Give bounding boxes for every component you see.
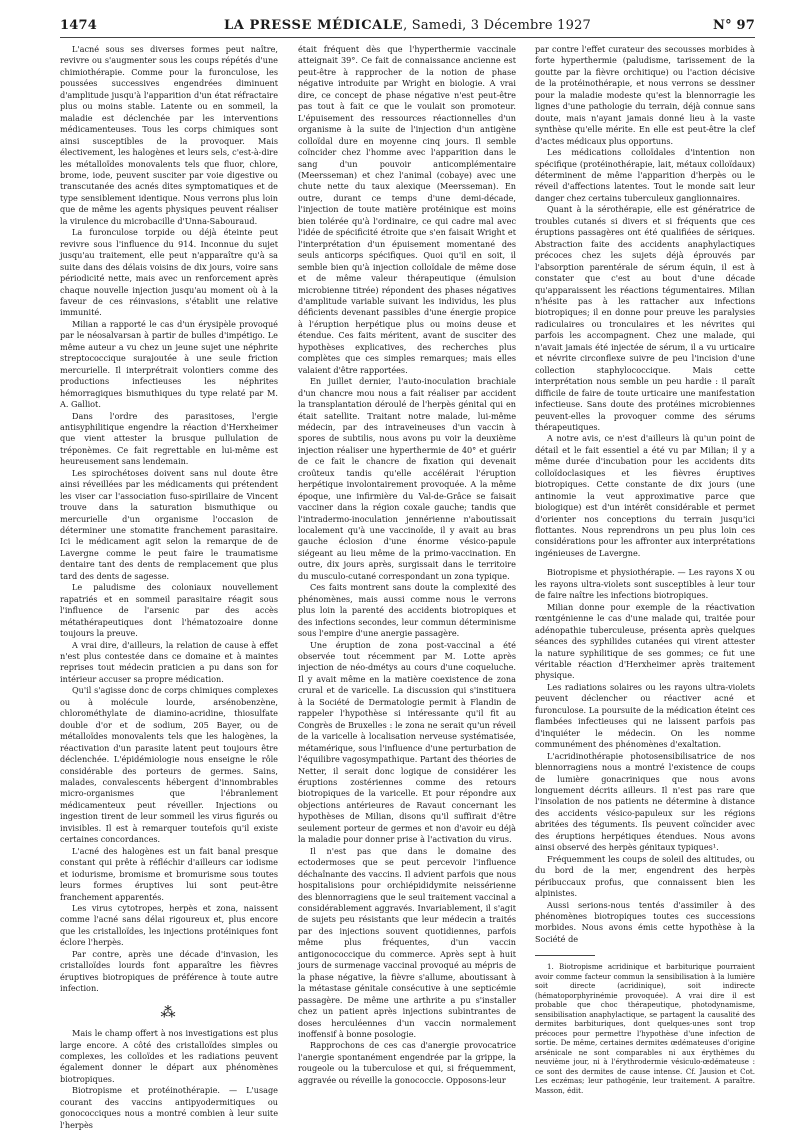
paragraph: La furonculose torpide ou déjà éteinte peut revivre sous l'influence du 914. Inconnue du sujet jusqu'au traitement, elle peut n'apparaître qu'à sa suite dans des délais voisins de dix jours, voire sans périodicité nette, mais avec un renforcement après chaque nouvelle injection jusqu'au moment où à la faveur de ces réinvasions, s'établit une relative immunité. — [60, 227, 278, 318]
journal-title-line — [60, 18, 755, 33]
issue-date: , Samedi, 3 Décembre 1927 — [403, 18, 592, 33]
paragraph: A notre avis, ce n'est d'ailleurs là qu'un point de détail et le fait essentiel a été vu par Milian; il y a même durée d'incubation pour les accidents dits colloïdoclasiques et les fièvres éruptives biotropiques. Cette constante de dix jours (une antinomie la veut approximative parce que biologique) est d'un intérêt considérable et permet d'orienter nos conceptions du terrain jusqu'ici flottantes. Nous reprendrons un peu plus loin ces considérations pour les affronter aux interprétations ingénieuses de Lavergne. — [535, 433, 755, 558]
issue-number: N° 97 — [713, 18, 755, 33]
header-rule — [60, 37, 755, 38]
paragraph: A vrai dire, d'ailleurs, la relation de cause à effet n'est plus contestée dans ce domaine et à maintes reprises tout médecin praticien a pu dans son for intérieur accuser sa propre médication. — [60, 639, 278, 684]
paragraph: Quant à la sérothérapie, elle est génératrice de troubles cutanés si divers et si fréquents que ces éruptions passagères ont été qualifiées de sériques. Abstraction faite des accidents anaphylactiques précoces chez les sujets déjà éprouvés par l'absorption parentérale de sérum équin, il est à constater que c'est au bout d'une décade qu'apparaissent les réactions tégumentaires. Milian n'hésite pas à les rattacher aux infections biotropiques; il en donne pour preuve les paralysies radiculaires ou tronculaires et les névrites qui parfois les accompagnent. Chez une malade, qui n'avait jamais été injectée de sérum, il a vu urticaire et névrite circonflexe suivre de peu l'incision d'une collection staphylococcique. Mais cette interprétation nous semble un peu hardie : il paraît difficile de faire de toute urticaire une manifestation infectieuse. Sans doute des protéines microbiennes peuvent-elles la provoquer comme des sérums thérapeutiques. — [535, 204, 755, 432]
paragraph: par contre l'effet curateur des secousses morbides à forte hyperthermie (paludisme, tarissement de la goutte par la fièvre orchitique) ou l'action décisive de la protéinothérapie, et nous verrons se dessiner pour la maladie modeste qu'est la blennorragie les lignes d'une pathologie du terrain, déjà connue sans doute, mais n'ayant jamais donné lieu à la vaste synthèse qu'elle mérite. En elle est peut-être la clef d'actes médicaux plus opportuns. — [535, 44, 755, 146]
spacer — [535, 559, 755, 567]
paragraph: Qu'il s'agisse donc de corps chimiques complexes ou à molécule lourde, arsénobenzène, chlorométhylate de diamino-acridine, thiosulfate double d'or et de sodium, 205 Bayer, ou de métalloïdes monovalents tels que les halogènes, la réactivation d'un parasite latent peut toujours être déclenchée. L'épidémiologie nous enseigne le rôle considérable des porteurs de germes. Sains, malades, convalescents hébergent d'innombrables micro-organismes que l'ébranlement médicamenteux peut réveiller. Injections ou ingestion tirent de leur sommeil les virus figurés ou invisibles. Il est à remarquer toutefois qu'il existe certaines concordances. — [60, 685, 278, 845]
paragraph: Par contre, après une décade d'invasion, les cristalloïdes lourds font apparaître les fièvres éruptives biotropiques de préférence à toute autre infection. — [60, 948, 278, 994]
page-header — [60, 16, 755, 36]
footnote: 1. Biotropisme acridinique et barbiturique pourraient avoir comme facteur commun la sensibilisation à la lumière soit directe (acridinique), soit indirecte (hématoporphyrinémie provoquée). A vrai dire il est probable que choc thérapeutique, photodynamisme, sensibilisation anaphylactique, se partagent la causalité des dermites barbituriques, dont quelques-unes sont trop précoces pour permettre l'hypothèse d'une infection de sortie. De même, certaines dermites œdémateuses d'origine arsénicale ne sont comparables ni aux érythèmes du neuvième jour, ni à l'érythrodermie vésiculo-œdémateuse : ce sont des dermites de cause intense. Cf. Jausion et Cot. Les eczémas; leur pathogénie, leur traitement. A paraître. Masson, édit. — [535, 962, 755, 1095]
paragraph: Les médications colloïdales d'intention non spécifique (protéinothérapie, lait, métaux colloïdaux) déterminent de même l'apparition d'herpès ou le réveil d'affections latentes. Tout le monde sait leur danger chez certains tuberculeux ganglionnaires. — [535, 147, 755, 203]
paragraph: Les spirochétoses doivent sans nul doute être ainsi réveillées par les médicaments qui prétendent les viser car l'association fuso-spirillaire de Vincent trouve dans la saturation bismuthique ou mercurielle d'un organisme l'occasion de déterminer une stomatite franchement parasitaire. Ici le médicament agit selon la remarque de de Lavergne comme le peut faire le traumatisme dentaire tant des dents de remplacement que plus tard des dents de sagesse. — [60, 467, 278, 581]
paragraph: Rapprochons de ces cas d'anergie provocatrice l'anergie spontanément engendrée par la grippe, la rougeole ou la tuberculose et qui, si fréquemment, aggravée ou réveille la gonococcie. Opposons-leur — [298, 1040, 516, 1085]
section-separator-asterism: ⁂ — [160, 1002, 178, 1021]
paragraph: L'acné sous ses diverses formes peut naître, revivre ou s'augmenter sous les coups répétés d'une chimiothérapie. Comme pour la furonculose, les poussées successives engendrées diminuent d'amplitude jusqu'à l'apparition d'un état réfractaire plus ou moins stable. Latente ou en sommeil, la maladie est déclenchée par les interventions médicamenteuses. Tous les corps chimiques sont ainsi susceptibles de la provoquer. Mais électivement, les halogènes et leurs sels, c'est-à-dire les métalloïdes monovalents tels que fluor, chlore, brome, iode, peuvent susciter par voie digestive ou transcutanée des acnés dites symptomatiques et de type sensiblement identique. Nous verrons plus loin que de même les agents physiques peuvent réaliser la virulence du microbacille d'Unna-Sabouraud. — [60, 44, 278, 226]
section-heading-paragraph: Biotropisme et physiothérapie. — Les rayons X ou les rayons ultra-violets sont susceptibles à leur tour de faire naître les infections biotropiques. — [535, 567, 755, 601]
paragraph: Milian a rapporté le cas d'un érysipèle provoqué par le néosalvarsan à partir de bulles d'impétigo. Le même auteur a vu chez un jeune sujet une néphrite streptococcique surajoutée à une seule friction mercurielle. Il interprétrait volontiers comme des productions infectieuses les néphrites hémorragiques bismuthiques du type relaté par M. A. Galliot. — [60, 318, 278, 410]
paragraph: Fréquemment les coups de soleil des altitudes, ou du bord de la mer, engendrent des herpès péribuccaux profus, que connaissent bien les alpinistes. — [535, 853, 755, 899]
column-right — [535, 44, 755, 1095]
paragraph: L'acridinothérapie photosensibilisatrice de nos blennorragiens nous a montré l'existence de coups de lumière gonacriniques que nous avons longuement décrits ailleurs. Il n'est pas rare que l'insolation de nos patients ne détermine à distance des accidents vésico-papuleux sur les régions abritées des téguments. Ils peuvent coïncider avec des éruptions herpétiques étendues. Nous avons ainsi observé des herpès génitaux typiques¹. — [535, 750, 755, 853]
paragraph: Mais le champ offert à nos investigations est plus large encore. A côté des cristalloïdes simples ou complexes, les colloïdes et les radiations peuvent également donner le départ aux phénomènes biotropiques. — [60, 1028, 278, 1084]
paragraph: Aussi serions-nous tentés d'assimiler à des phénomènes biotropiques toutes ces successions morbides. Nous avons émis cette hypothèse à la Société de — [535, 899, 755, 944]
paragraph: Une éruption de zona post-vaccinal a été observée tout récemment par M. Lotte après injection de néo-dmétys au cours d'une coqueluche. Il y avait même en la matière coexistence de zona crural et de varicelle. La discussion qui s'instituera à la Société de Dermatologie permit à Flandin de rappeler l'hypothèse si intéressante qu'il fit au Congrès de Bruxelles : le zona ne serait qu'un réveil de la varicelle à localisation nerveuse systématisée, métamérique, sous l'influence d'une perturbation de l'équilibre vagosympathique. Partant des théories de Netter, il serait donc logique de considérer les éruptions zostériennes comme des retours biotropiques de la varicelle. Et pour répondre aux objections antérieures de Ravaut concernant les hypothèses de Milian, disons qu'il suffirait d'être seulement porteur de germes et non d'avoir eu déjà la maladie pour donner prise à l'activation du virus. — [298, 639, 516, 845]
paragraph: Dans l'ordre des parasitoses, l'ergie antisyphilitique engendre la réaction d'Herxheimer que vient attester la brusque pullulation de tréponèmes. Ce fait regrettable en lui-même est heureusement sans lendemain. — [60, 410, 278, 467]
page-number: 1474 — [60, 18, 97, 33]
section-heading-paragraph: Biotropisme et protéinothérapie. — L'usage courant des vaccins antipyodermitiques ou gonococciques nous a montré combien à leur suite l'herpès — [60, 1085, 278, 1130]
paragraph: Ces faits montrent sans doute la complexité des phénomènes, mais aussi comme nous le verrons plus loin la parenté des accidents biotropiques et des infections secondes, leur commun déterminisme sous l'empire d'une anergie passagère. — [298, 582, 516, 639]
paragraph: L'acné des halogènes est un fait banal presque constant qui prête à réfléchir d'ailleurs car iodisme et iodurisme, bromisme et bromurisme sous toutes leurs formes éruptives lui sont peut-être franchement apparentés. — [60, 845, 278, 902]
paragraph: Le paludisme des coloniaux nouvellement rapatriés et en sommeil parasitaire réagit sous l'influence de l'arsenic par des accès métathérapeutiques dont l'hématozoaire donne toujours la preuve. — [60, 582, 278, 639]
paragraph: Milian donne pour exemple de la réactivation rœntgénienne le cas d'une malade qui, traitée pour adénopathie tuberculeuse, présenta après quelques séances des syphilides cutanées qui virent attester la nature syphilitique de ses gommes; ce fut une véritable réaction d'Herxheimer après traitement physique. — [535, 601, 755, 681]
column-left — [60, 44, 278, 1131]
journal-name: LA PRESSE MÉDICALE — [223, 18, 404, 33]
paragraph: Les virus cytotropes, herpès et zona, naissent comme l'acné sans délai rigoureux et, plus encore que les cristalloïdes, les injections protéiniques font éclore l'herpès. — [60, 902, 278, 948]
column-middle — [298, 44, 516, 1086]
paragraph: Il n'est pas que dans le domaine des ectodermoses que se peut percevoir l'influence déchaînante des vaccins. Il advient parfois que nous hospitalisions pour orchiépididymite neissérienne des blennorragiens que le seul traitement vaccinal a considérablement aggravés. Invariablement, il s'agit de sujets peu résistants que leur médecin a traités par des injections souvent quotidiennes, parfois même plus fréquentes, d'un vaccin antigonococcique du commerce. Après sept à huit jours de surmenage vaccinal provoqué au mépris de la phase négative, la fièvre s'allume, aboutissant à la métastase génitale consécutive à une septicémie passagère. De même une arthrite a pu s'installer chez un patient après injections subintrantes de doses herculéennes d'un vaccin normalement inoffensif à bonne posologie. — [298, 845, 516, 1039]
paragraph: En juillet dernier, l'auto-inoculation brachiale d'un chancre mou nous a fait réaliser par accident la transplantation déroulé de l'herpès génital qui en était satellite. Traitant notre malade, lui-même médecin, par des intraveineuses d'un vaccin à spores de subtilis, nous avons pu voir la deuxième injection réaliser une hyperthermie de 40° et guérir de ce fait le chancre de fixation qui devenait croûteux tandis qu'elle accélérait l'éruption herpétique involontairement provoquée. A la même époque, une infirmière du Val-de-Grâce se faisait vacciner dans la région coxale gauche; tandis que l'intradermo-inoculation jennérienne n'aboutissait localement qu'à une vaccinoïde, il y avait au bras gauche éclosion d'une énorme vésico-papule siégeant au lieu même de la primo-vaccination. En outre, dix jours après, surgissait dans le territoire du musculo-cutané correspondant un zona typique. — [298, 376, 516, 581]
footnote-rule — [535, 955, 595, 956]
paragraph: était fréquent dès que l'hyperthermie vaccinale atteignait 39°. Ce fait de connaissance ancienne est peut-être à rapprocher de la notion de phase négative introduite par Wright en biologie. A vrai dire, ce concept de phase négative n'est peut-être pas tout à fait ce que le voulait son promoteur. L'épuisement des ressources réactionnelles d'un organisme à la suite de l'injection d'un antigène colloïdal dure en moyenne cinq jours. Il semble coïncider chez l'homme avec l'apparition dans le sang d'un pouvoir anticomplémentaire (Meersseman) et chez l'animal (cobaye) avec une chute nette du taux alexique (Meersseman). En outre, durant ce temps d'une demi-décade, l'injection de toute matière protéinique est moins bien tolérée qu'à l'ordinaire, ce qui cadre mal avec l'idée de spécificité étroite que s'en faisait Wright et l'interprétation d'un épuisement momentané des seuls anticorps spécifiques. Quoi qu'il en soit, il semble bien qu'à injection colloïdale de même dose et de même valeur thérapeutique (émulsion microbienne titrée) répondent des phases négatives d'amplitude variable suivant les individus, les plus déficients devenant passibles d'une énergie propice à l'éruption herpétique plus ou moins deuse et étendue. Ces faits méritent, avant de susciter des hypothèses explicatives, des recherches plus complètes que ces simples remarques; mais elles valaient d'être rapportées. — [298, 44, 516, 375]
paragraph: Les radiations solaires ou les rayons ultra-violets peuvent déclencher ou réactiver acné et furonculose. La poursuite de la médication éteint ces flambées infectieuses qui ne laissent parfois pas d'inquiéter le médecin. On les nomme communément des phénomènes d'exaltation. — [535, 681, 755, 750]
